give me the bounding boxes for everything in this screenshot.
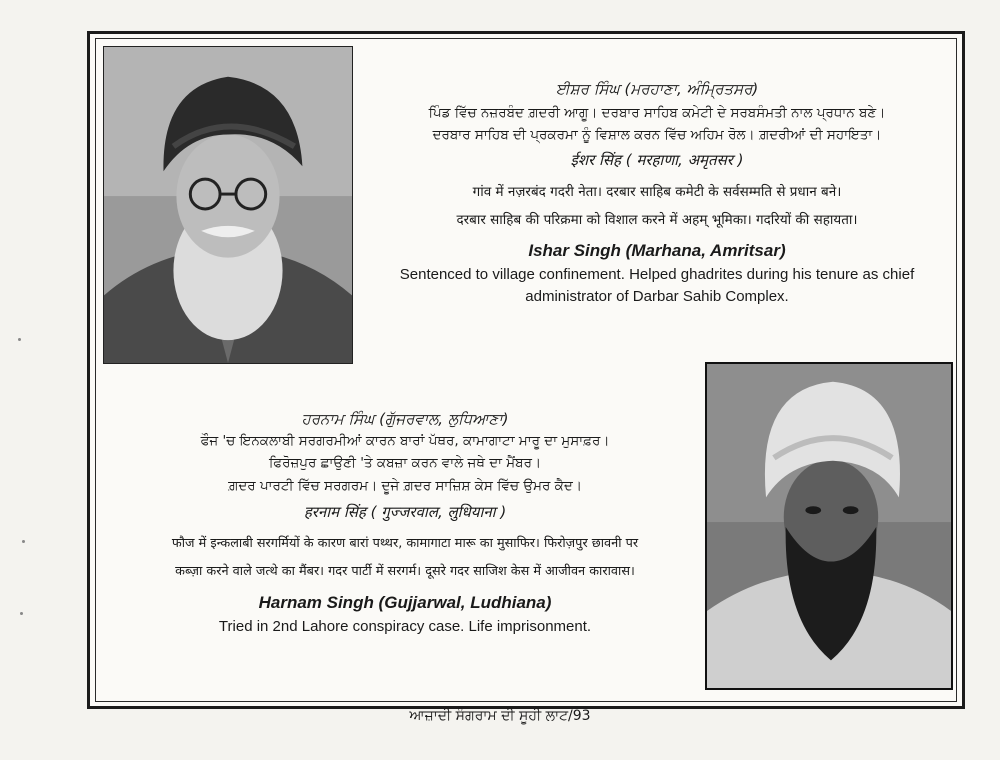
portrait-photo-harnam-singh bbox=[705, 362, 953, 690]
english-line: administrator of Darbar Sahib Complex. bbox=[525, 288, 789, 305]
punjabi-line: ਦਰਬਾਰ ਸਾਹਿਬ ਦੀ ਪ੍ਰਕਰਮਾ ਨੂੰ ਵਿਸ਼ਾਲ ਕਰਨ ਵਿੱਚ ਅਹਿਮ ਰੋਲ। ਗ਼ਦਰੀਆਂ ਦੀ ਸਹਾਇਤਾ। bbox=[432, 127, 882, 143]
hindi-name: हरनाम सिंह ( गुज्जरवाल, लुधियाना ) bbox=[303, 503, 507, 521]
hindi-line: कब्ज़ा करने वाले जत्थे का मैंबर। गदर पार्टी में सरगर्म। दूसरे गदर साजिश केस में आजीवन कारावास। bbox=[175, 564, 635, 579]
portrait-photo-ishar-singh bbox=[103, 46, 353, 364]
english-line: Sentenced to village confinement. Helped ghadrites during his tenure as chief bbox=[399, 266, 915, 283]
punjabi-name: ਹਰਨਾਮ ਸਿੰਘ (ਗੁੱਜਰਵਾਲ, ਲੁਧਿਆਣਾ) bbox=[301, 410, 509, 428]
scan-speck bbox=[22, 540, 25, 543]
punjabi-line: ਪਿੰਡ ਵਿੱਚ ਨਜ਼ਰਬੰਦ ਗ਼ਦਰੀ ਆਗੂ। ਦਰਬਾਰ ਸਾਹਿਬ ਕਮੇਟੀ ਦੇ ਸਰਬਸੰਮਤੀ ਨਾਲ ਪ੍ਰਧਾਨ ਬਣੇ। bbox=[428, 105, 886, 121]
entry-harnam-singh bbox=[110, 410, 700, 638]
page-footer: ਆਜ਼ਾਦੀ ਸੰਗਰਾਮ ਦੀ ਸੂਹੀ ਲਾਟ/93 bbox=[409, 708, 591, 724]
hindi-line: दरबार साहिब की परिक्रमा को विशाल करने में अहम् भूमिका। गदरियों की सहायता। bbox=[456, 212, 858, 228]
english-name: Harnam Singh (Gujjarwal, Ludhiana) bbox=[258, 593, 552, 612]
scan-speck bbox=[18, 338, 21, 341]
hindi-line: गांव में नज़रबंद गदरी नेता। दरबार साहिब कमेटी के सर्वसम्मति से प्रधान बने। bbox=[472, 184, 842, 200]
english-name: Ishar Singh (Marhana, Amritsar) bbox=[528, 241, 786, 260]
english-line: Tried in 2nd Lahore conspiracy case. Life imprisonment. bbox=[218, 618, 592, 635]
punjabi-line: ਫੌਜ 'ਚ ਇਨਕਲਾਬੀ ਸਰਗਰਮੀਆਂ ਕਾਰਨ ਬਾਰਾਂ ਪੱਥਰ, ਕਾਮਾਗਾਟਾ ਮਾਰੂ ਦਾ ਮੁਸਾਫ਼ਰ। bbox=[200, 433, 610, 449]
punjabi-line: ਫਿਰੋਜ਼ਪੁਰ ਛਾਉਣੀ 'ਤੇ ਕਬਜ਼ਾ ਕਰਨ ਵਾਲੇ ਜਥੇ ਦਾ ਮੈਂਬਰ। bbox=[268, 455, 542, 471]
scan-speck bbox=[20, 612, 23, 615]
punjabi-name: ਈਸ਼ਰ ਸਿੰਘ (ਮਰਹਾਣਾ, ਅੰਮ੍ਰਿਤਸਰ) bbox=[555, 80, 759, 98]
punjabi-line: ਗ਼ਦਰ ਪਾਰਟੀ ਵਿੱਚ ਸਰਗਰਮ। ਦੂਜੇ ਗ਼ਦਰ ਸਾਜ਼ਿਸ਼ ਕੇਸ ਵਿੱਚ ਉਮਰ ਕੈਦ। bbox=[228, 478, 582, 494]
entry-ishar-singh bbox=[362, 80, 952, 308]
hindi-line: फौज में इन्कलाबी सरगर्मियों के कारण बारां पथ्थर, कामागाटा मारू का मुसाफिर। फिरोज़पुर छावनी पर bbox=[171, 536, 639, 551]
hindi-name: ईशर सिंह ( मरहाणा, अमृतसर ) bbox=[570, 151, 744, 169]
